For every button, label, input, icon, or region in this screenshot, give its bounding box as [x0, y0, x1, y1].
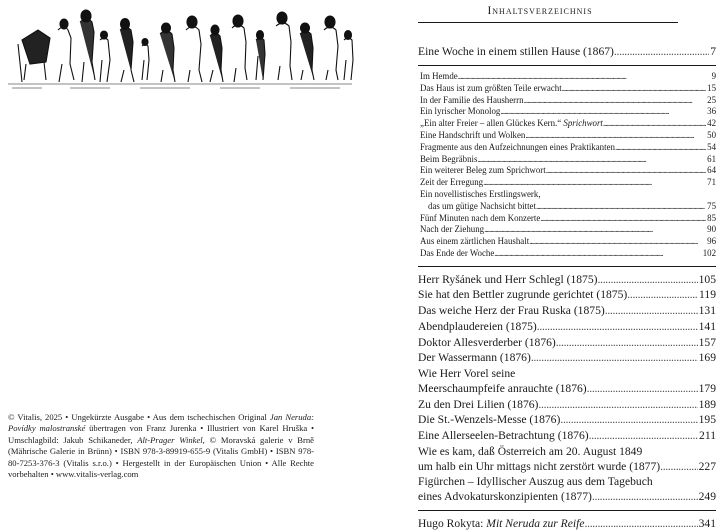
toc-story-multiline[interactable]: [418, 444, 716, 474]
toc-story[interactable]: [418, 412, 716, 427]
toc-entry-last[interactable]: [418, 516, 716, 531]
toc-chapter[interactable]: [420, 142, 716, 154]
toc-chapter[interactable]: [420, 236, 716, 248]
toc-leader: [537, 319, 698, 334]
page-title: Inhaltsverzeichnis: [487, 5, 593, 17]
imprint-text-2: übertragen von Franz Jurenka • Illustriert von Karel Hruška • Umschlagbild: Jakub Schikaneder,: [8, 423, 314, 445]
toc-chapter-title: Zeit der Erregung: [420, 177, 484, 188]
toc-chapter-title: [420, 118, 603, 130]
toc-leader: [538, 397, 697, 412]
toc-leader: [556, 335, 698, 350]
toc-story-page: 119: [699, 288, 716, 302]
imprint-painting-title: Alt-Prager Winkel: [137, 434, 203, 445]
toc-separator: [418, 510, 716, 511]
toc-leader: [536, 201, 706, 213]
toc-story-page: 179: [698, 381, 716, 395]
imprint-original-title: Jan Neruda: Povídky malostranské: [8, 412, 315, 434]
toc-leader: [525, 130, 706, 142]
toc-story-title-line2: um halb ein Uhr mittags nicht zerstört wurde (1877): [418, 459, 661, 473]
toc-story-title: Herr Ryšánek und Herr Schlegl (1875): [418, 272, 598, 286]
toc-leader: [627, 287, 698, 302]
toc-story-page: 211: [699, 428, 716, 442]
toc-leader: [458, 71, 711, 83]
toc-story-page: 157: [698, 335, 716, 349]
toc-story-page: 169: [698, 351, 716, 365]
toc-chapter[interactable]: [420, 154, 716, 166]
toc-chapter[interactable]: [420, 165, 716, 177]
toc-chapter-title: Das Ende der Woche: [420, 247, 495, 258]
toc-chapter-title: Nach der Ziehung: [420, 224, 485, 235]
toc-story-title: Die St.-Wenzels-Messe (1876): [418, 413, 561, 427]
toc-leader: [614, 44, 709, 59]
toc-chapter[interactable]: [420, 106, 716, 118]
toc-leader: [484, 224, 706, 236]
toc-chapter[interactable]: [420, 130, 716, 142]
left-page: [0, 0, 360, 508]
toc-chapter-page: 96: [707, 236, 716, 247]
imprint-text-3: , © Moravská galerie v Brně (Mährische Galerie in Brünn) • ISBN 978-3-89919-655-9 (Vitalis GmbH) • ISBN 978-80-7253-376-3 (Vitalis s.r.o.) • Hergestellt in der Europäischen Union • Alle Rechte vorbehalten • www.vitalis-verlag.com: [8, 434, 314, 480]
toc-story-title: Zu den Drei Lilien (1876): [418, 397, 539, 411]
toc-chapter[interactable]: [420, 248, 716, 260]
toc-story-title-line1: Wie es kam, daß Österreich am 20. August 1849: [418, 444, 643, 458]
toc-story-page: 227: [698, 459, 716, 473]
toc-chapter[interactable]: [420, 177, 716, 189]
toc-story[interactable]: [418, 335, 716, 350]
toc-leader: [540, 213, 706, 225]
toc-chapter-page: 54: [707, 141, 716, 152]
toc-chapter-page: 50: [707, 129, 716, 140]
toc-chapter-multiline[interactable]: [420, 189, 716, 213]
toc-chapter-title: Aus einem zärtlichen Haushalt: [420, 236, 530, 247]
toc-story-page: 105: [698, 272, 716, 286]
toc-entry-author: Hugo Rokyta:: [418, 517, 484, 531]
toc-chapter-title: Eine Handschrift und Wolken: [420, 129, 526, 140]
toc-entry-title-italic: Mit Neruda zur Reife: [486, 517, 585, 531]
toc-chapter-page: 64: [707, 165, 716, 176]
toc-chapter-page: 71: [707, 177, 716, 188]
header-rule: [418, 22, 678, 23]
toc-chapter-page: 25: [707, 94, 716, 105]
imprint-text-1: © Vitalis, 2025 • Ungekürzte Ausgabe • Aus dem tschechischen Original: [8, 412, 267, 422]
toc-leader: [660, 459, 697, 474]
toc-story-page: 141: [698, 319, 716, 333]
toc-chapter-title-text: „Ein alter Freier – allen Glückes Kern.“: [420, 118, 562, 129]
toc-chapter-title: Das Haus ist zum größten Teile erwacht: [420, 82, 562, 93]
toc-chapter-page: 85: [707, 212, 716, 223]
toc-story[interactable]: [418, 319, 716, 334]
toc-story-title: Doktor Allesverderber (1876): [418, 335, 556, 349]
toc-leader: [615, 142, 706, 154]
toc-leader: [477, 154, 706, 166]
toc-chapter[interactable]: [420, 95, 716, 107]
toc-leader: [560, 412, 697, 427]
toc-story-list: [418, 272, 716, 505]
toc-leader: [562, 83, 706, 95]
right-page: [360, 0, 720, 531]
toc-entry-first[interactable]: [418, 44, 716, 59]
toc-leader: [598, 272, 698, 287]
toc-entry-title: Eine Woche in einem stillen Hause (1867): [418, 45, 614, 58]
table-of-contents: [418, 44, 716, 531]
toc-chapter-title: In der Familie des Hausherrn: [420, 94, 524, 105]
toc-leader: [592, 489, 698, 504]
toc-story-title-line1: Figürchen – Idyllischer Auszug aus dem Tagebuch: [418, 475, 653, 489]
toc-story-multiline[interactable]: [418, 366, 716, 396]
toc-leader: [494, 248, 701, 260]
toc-leader: [585, 516, 698, 531]
toc-chapter-title-italic: Sprichwort: [563, 118, 603, 129]
toc-chapter-list: [420, 71, 716, 260]
toc-chapter-title: Im Hemde: [420, 71, 458, 81]
toc-chapter-page: 36: [707, 106, 716, 117]
toc-story[interactable]: [418, 350, 716, 365]
toc-entry-page: 7: [710, 45, 716, 58]
toc-story-page: 189: [698, 397, 716, 411]
toc-leader: [500, 106, 706, 118]
toc-chapter-page: 90: [707, 224, 716, 235]
toc-leader: [483, 177, 706, 189]
toc-story[interactable]: [418, 397, 716, 412]
toc-story-title: Der Wassermann (1876): [418, 351, 531, 365]
toc-leader: [546, 165, 706, 177]
toc-chapter-title: Fragmente aus den Aufzeichnungen eines Praktikanten: [420, 141, 615, 152]
toc-story-title-line2: eines Advokaturskonzipienten (1877): [418, 490, 592, 504]
toc-chapter-page: 102: [702, 247, 716, 258]
toc-leader: [589, 428, 698, 443]
toc-separator: [418, 266, 716, 267]
toc-chapter[interactable]: [420, 71, 716, 83]
toc-story-title: Abendplaudereien (1875): [418, 319, 537, 333]
toc-entry-page: 341: [698, 517, 716, 531]
toc-story[interactable]: [418, 287, 716, 302]
toc-chapter-page: 42: [707, 118, 716, 129]
toc-leader: [524, 95, 707, 107]
toc-chapter-page: 15: [707, 82, 716, 93]
toc-story[interactable]: [418, 428, 716, 443]
toc-leader: [587, 381, 698, 396]
toc-story-page: 195: [698, 413, 716, 427]
toc-chapter[interactable]: [420, 83, 716, 95]
toc-story[interactable]: [418, 303, 716, 318]
toc-chapter[interactable]: [420, 224, 716, 236]
toc-chapter-title: Beim Begräbnis: [420, 153, 478, 164]
toc-story-title-line1: Wie Herr Vorel seine: [418, 366, 516, 380]
toc-chapter-title-line2: das um gütige Nachsicht bittet: [428, 200, 536, 211]
toc-story-multiline[interactable]: [418, 474, 716, 504]
toc-chapter[interactable]: [420, 118, 716, 130]
imprint: [8, 412, 314, 481]
toc-story-title: Das weiche Herz der Frau Ruska (1875): [418, 304, 605, 318]
toc-chapter-page: 75: [707, 200, 716, 211]
toc-entry-title: [418, 516, 585, 531]
toc-story[interactable]: [418, 272, 716, 287]
toc-leader: [529, 236, 706, 248]
toc-chapter[interactable]: [420, 213, 716, 225]
toc-story-page: 249: [698, 490, 716, 504]
toc-chapter-title: Ein weiterer Beleg zum Sprichwort: [420, 165, 546, 176]
toc-chapter-title: Fünf Minuten nach dem Konzerte: [420, 212, 541, 223]
toc-chapter-title: Ein lyrischer Monolog: [420, 106, 501, 117]
street-crowd-illustration: [0, 0, 360, 100]
toc-story-title-line2: Meerschaumpfeife anrauchte (1876): [418, 381, 587, 395]
toc-chapter-page: 9: [711, 71, 716, 81]
toc-chapter-title-line1: Ein novellistisches Erstlingswerk,: [420, 188, 541, 199]
toc-story-title: Sie hat den Bettler zugrunde gerichtet (1875): [418, 288, 628, 302]
toc-leader: [605, 303, 698, 318]
toc-story-title: Eine Allerseelen-Betrachtung (1876): [418, 428, 589, 442]
toc-leader: [531, 350, 698, 365]
toc-separator: [418, 65, 716, 66]
toc-story-page: 131: [698, 304, 716, 318]
toc-leader: [603, 118, 706, 130]
toc-chapter-page: 61: [707, 153, 716, 164]
